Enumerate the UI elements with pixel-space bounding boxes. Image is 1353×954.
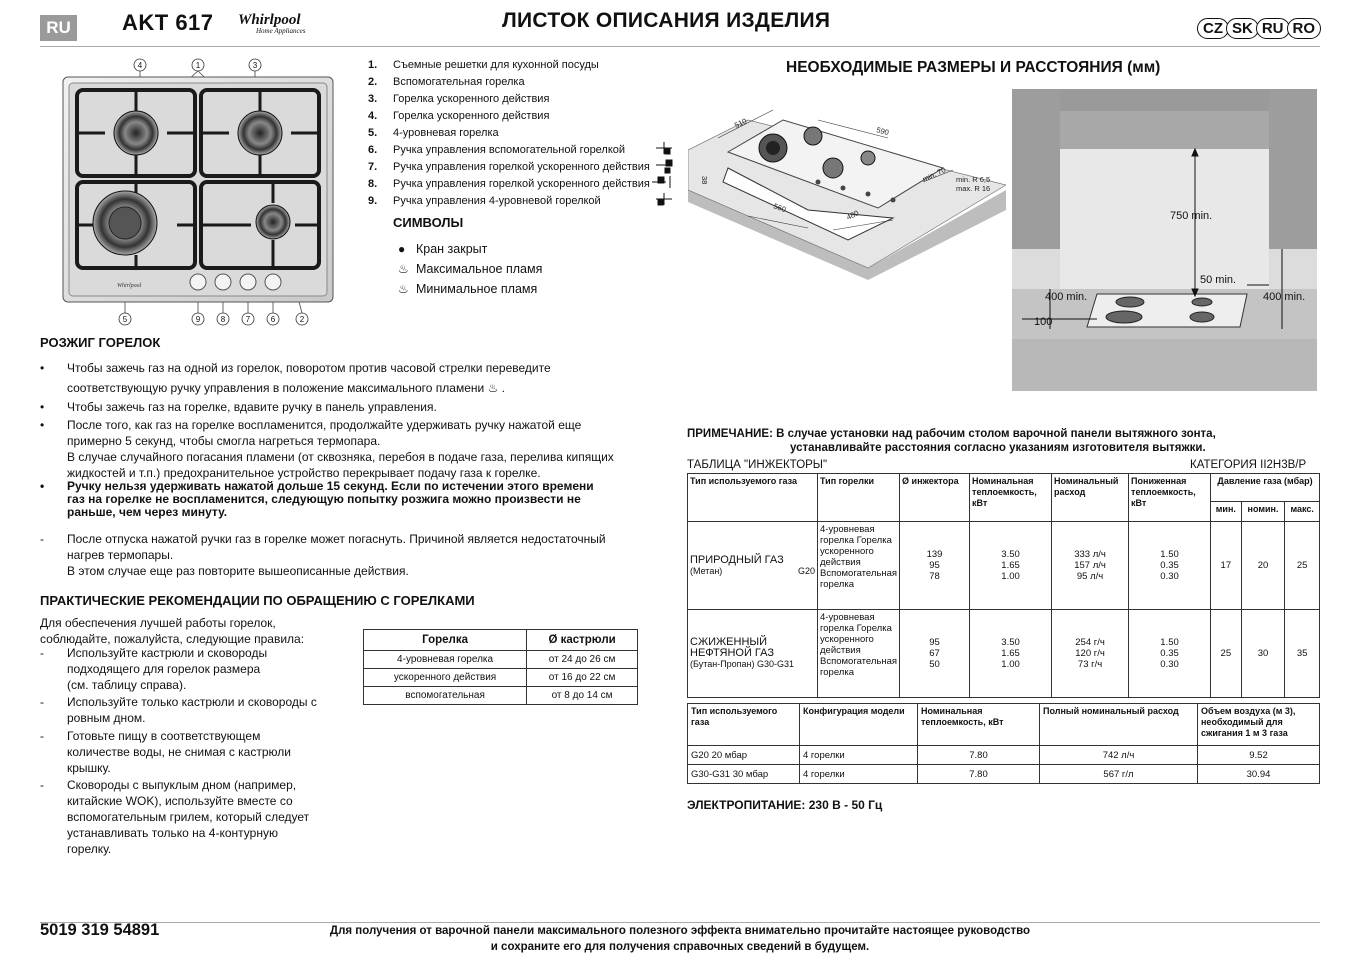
list-item: - После отпуска нажатой ручки газ в горелке может погаснуть. Причиной является недостаточный нагрев термопары. В этом случае еще раз повторите вышеописанные действия. xyxy=(40,532,606,578)
clearance-diagram xyxy=(1012,89,1317,391)
air-volume-table xyxy=(687,703,1320,784)
dim-38: 38 xyxy=(700,176,709,185)
list-item: 4. Горелка ускоренного действия xyxy=(368,110,550,122)
list-item: • Чтобы зажечь газ на горелке, вдавите ручку в панель управления. xyxy=(40,400,437,414)
list-item: 9. Ручка управления 4-уровневой горелкой xyxy=(368,195,601,207)
country-codes xyxy=(1200,18,1321,39)
page-title: ЛИСТОК ОПИСАНИЯ ИЗДЕЛИЯ xyxy=(502,9,831,32)
table-row: вспомогательная от 8 до 14 см xyxy=(364,687,638,705)
model-name: AKT 617 xyxy=(122,10,214,35)
list-item: 1. Съемные решетки для кухонной посуды xyxy=(368,59,599,71)
hob-diagram xyxy=(55,55,345,327)
hob-brand: Whirlpool xyxy=(117,283,142,289)
dim-50: 50 min. xyxy=(1200,274,1237,286)
document-number: 5019 319 54891 xyxy=(40,921,160,939)
list-item: 3. Горелка ускоренного действия xyxy=(368,93,550,105)
list-item: 7. Ручка управления горелкой ускоренного действия xyxy=(368,161,650,173)
brand-logo: Whirlpool Home Appliances xyxy=(238,12,306,35)
installation-note: ПРИМЕЧАНИЕ: В случае установки над рабочим столом варочной панели вытяжного зонта, устанавливайте расстояния согласно указаниям изготовителя вытяжки. xyxy=(687,428,1216,454)
list-item: 8. Ручка управления горелкой ускоренного действия xyxy=(368,178,650,190)
dim-590: 590 xyxy=(875,125,890,138)
table-row: 4-уровневая горелка от 24 до 26 см xyxy=(364,651,638,669)
callout-7: 7 xyxy=(245,315,251,324)
dim-510: 510 xyxy=(733,116,749,130)
list-item: ♨ Минимальное пламя xyxy=(398,279,542,299)
table-header-row: Тип используемого газа Тип горелки Ø инжектора Номинальная теплоемкость, кВт Номинальный расход Пониженная теплоемкость, кВт Давление газа (мбар) xyxy=(688,474,1320,502)
dim-750: 750 min. xyxy=(1170,210,1213,222)
table-row: СЖИЖЕННЫЙ НЕФТЯНОЙ ГАЗ (Бутан-Пропан) G30-G31 4-уровневая горелка Горелка ускоренного действия Вспомогательная горелка 95 67 50 3.50 1.65 1.00 254 г/ч 120 г/ч 73 г/ч 1.50 0.35 0.30 25 30 35 xyxy=(688,610,1320,698)
min-flame-icon: ♨ xyxy=(398,282,409,296)
list-item: • Чтобы зажечь газ на одной из горелок, поворотом против часовой стрелки переведите xyxy=(40,361,551,375)
footer-text: Для получения от варочной панели максимального полезного эффекта внимательно прочитайте настоящее руководство и сохраните его для получения справочных сведений в будущем. xyxy=(329,925,1031,953)
list-item: соответствующую ручку управления в положение максимального пламени ♨ . xyxy=(67,381,505,395)
ignition-title: РОЗЖИГ ГОРЕЛОК xyxy=(40,335,161,350)
list-item: - Используйте только кастрюли и сковороды с ровным дном. xyxy=(40,695,317,725)
dim-r65: min. R 6,5 xyxy=(956,175,991,184)
country-code: CZ xyxy=(1197,18,1229,39)
pan-size-table xyxy=(363,629,638,705)
table-header-row: мин. номин. макс. xyxy=(688,502,1320,522)
table-row: ускоренного действия от 16 до 22 см xyxy=(364,669,638,687)
list-item: 5. 4-уровневая горелка xyxy=(368,127,499,139)
dim-400-right: 400 min. xyxy=(1263,291,1306,303)
dim-400-left: 400 min. xyxy=(1045,291,1088,303)
callout-9: 9 xyxy=(195,315,201,324)
country-code: SK xyxy=(1226,18,1259,39)
header-divider xyxy=(40,46,1320,47)
list-item: - Готовьте пищу в соответствующем количестве воды, не снимая с кастрюли крышку. xyxy=(40,729,291,775)
closed-valve-icon: ● xyxy=(398,242,406,256)
symbols-title: СИМВОЛЫ xyxy=(393,215,464,230)
callout-1: 1 xyxy=(195,61,201,70)
cutout-diagram xyxy=(688,90,1006,280)
list-item: ♨ Максимальное пламя xyxy=(398,259,542,279)
injectors-caption: ТАБЛИЦА "ИНЖЕКТОРЫ" xyxy=(687,459,828,471)
knob-position-icons xyxy=(650,140,678,212)
language-badge: RU xyxy=(40,15,77,41)
max-flame-icon: ♨ xyxy=(487,381,499,395)
table-header-row: Тип используемого газа Конфигурация модели Номинальная теплоемкость, кВт Полный номинальный расход Объем воздуха (м 3), необходимый для сжигания 1 м 3 газа xyxy=(688,704,1320,746)
gas-category: КАТЕГОРИЯ II2H3B/P xyxy=(1190,459,1307,471)
dim-100: 100 xyxy=(1034,316,1053,328)
symbols-list xyxy=(398,239,542,299)
table-row: G20 20 мбар 4 горелки 7.80 742 л/ч 9.52 xyxy=(688,746,1320,765)
dim-r16: max. R 16 xyxy=(956,184,991,193)
table-row: ПРИРОДНЫЙ ГАЗ (Метан) G20 4-уровневая горелка Горелка ускоренного действия Вспомогательная горелка 139 95 78 3.50 1.65 1.00 333 л/ч 157 л/ч 95 л/ч 1.50 0.35 0.30 17 20 25 xyxy=(688,522,1320,610)
parts-list xyxy=(368,57,650,210)
dim-560: 560 xyxy=(772,201,788,215)
dimensions-title: НЕОБХОДИМЫЕ РАЗМЕРЫ И РАССТОЯНИЯ (мм) xyxy=(786,59,1161,76)
callout-3: 3 xyxy=(252,61,258,70)
list-item: • После того, как газ на горелке воспламенится, продолжайте удерживать ручку нажатой еще примерно 5 секунд, чтобы смогла нагреться термопара. В случае случайного погасания пламени (от сквозняка, перебоя в подаче газа, перелива кипящих жидкостей и т.п.) предохранительное устройство перекрывает подачу газа к горелке. xyxy=(40,418,614,480)
injectors-table xyxy=(687,473,1320,698)
list-item: ● Кран закрыт xyxy=(398,239,542,259)
country-code: RU xyxy=(1256,18,1290,39)
practical-intro: Для обеспечения лучшей работы горелок, соблюдайте, пожалуйста, следующие правила: xyxy=(40,616,305,646)
table-row: G30-G31 30 мбар 4 горелки 7.80 567 г/л 30.94 xyxy=(688,765,1320,784)
list-item: - Сковороды с выпуклым дном (например, китайские WOK), используйте вместе со вспомогательным грилем, который следует устанавливать только на 4-контурную горелку. xyxy=(40,778,310,856)
callout-8: 8 xyxy=(220,315,226,324)
dim-min70: min. 70 xyxy=(921,165,948,184)
list-item: 6. Ручка управления вспомогательной горелкой xyxy=(368,144,626,156)
dim-480: 480 xyxy=(845,208,861,222)
power-supply: ЭЛЕКТРОПИТАНИЕ: 230 В - 50 Гц xyxy=(687,798,883,812)
practical-title: ПРАКТИЧЕСКИЕ РЕКОМЕНДАЦИИ ПО ОБРАЩЕНИЮ С ГОРЕЛКАМИ xyxy=(40,593,475,608)
callout-4: 4 xyxy=(137,61,143,70)
callout-6: 6 xyxy=(270,315,276,324)
callout-2: 2 xyxy=(299,315,305,324)
table-header-row: Горелка Ø кастрюли xyxy=(364,630,638,651)
country-code: RO xyxy=(1287,18,1322,39)
list-item: - Используйте кастрюли и сковороды подходящего для горелок размера (см. таблицу справа). xyxy=(40,646,268,692)
list-item: 2. Вспомогательная горелка xyxy=(368,76,525,88)
max-flame-icon: ♨ xyxy=(398,262,409,276)
warning-item: • Ручку нельзя удерживать нажатой дольше 15 секунд. Если по истечении этого времени газ на горелке не воспламенится, следующую попытку розжига можно произвести не раньше, чем через минуту. xyxy=(40,479,594,519)
callout-5: 5 xyxy=(122,315,128,324)
